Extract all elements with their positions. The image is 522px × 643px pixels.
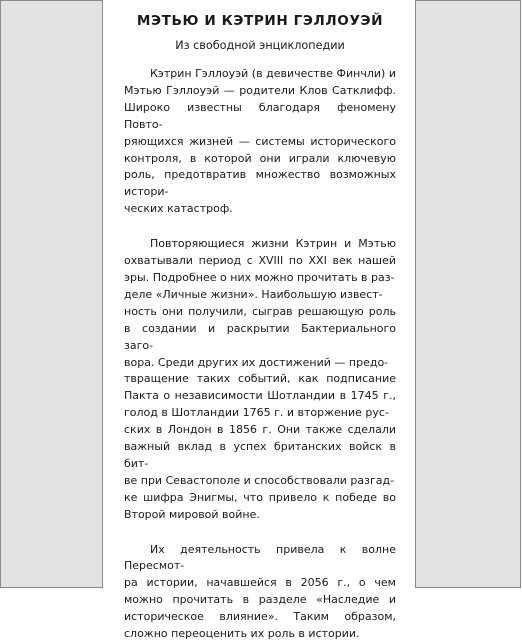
article-paragraph: Кэтрин Гэллоуэй (в девичестве Финчли) и Мэтью Гэллоуэй — родители Клов Сатклифф. Широко известны благодаря феномену Повто- ряющихся жизней — системы исторического контроля, в которой они играли ключевую роль, предотвратив множество возможных истори- ческих катастроф.	[124, 67, 396, 216]
article-page	[124, 0, 396, 641]
left-margin-panel	[0, 0, 103, 588]
article-subtitle: Из свободной энциклопедии	[175, 39, 345, 52]
right-margin-panel	[415, 0, 521, 588]
article-paragraph: Повторяющиеся жизни Кэтрин и Мэтью охватывали период с XVIII по XXI век нашей эры. Подробнее о них можно прочитать в раз- деле «Личные жизни». Наибольшую извест- ность они получили, сыграв решающую роль в создании и раскрытии Бактериального заго- вора. Среди других их достижений — предо- твращение таких событий, как подписание Пакта о независимости Шотландии в 1745 г., голод в Шотландии 1765 г. и вторжение рус- ских в Лондон в 1856 г. Они также сделали важный вклад в успех британских войск в бит- ве при Севастополе и способствовали разгад- ке шифра Энигмы, что привело к победе во Второй мировой войне.	[124, 237, 396, 521]
article-title: МЭТЬЮ И КЭТРИН ГЭЛЛОУЭЙ	[136, 13, 384, 29]
article-paragraph: Их деятельность привела к волне Пересмот- ра истории, начавшейся в 2056 г., о чем можно прочитать в разделе «Наследие и историческое влияние». Таким образом, сложно переоценить их роль в истории.	[124, 542, 396, 641]
